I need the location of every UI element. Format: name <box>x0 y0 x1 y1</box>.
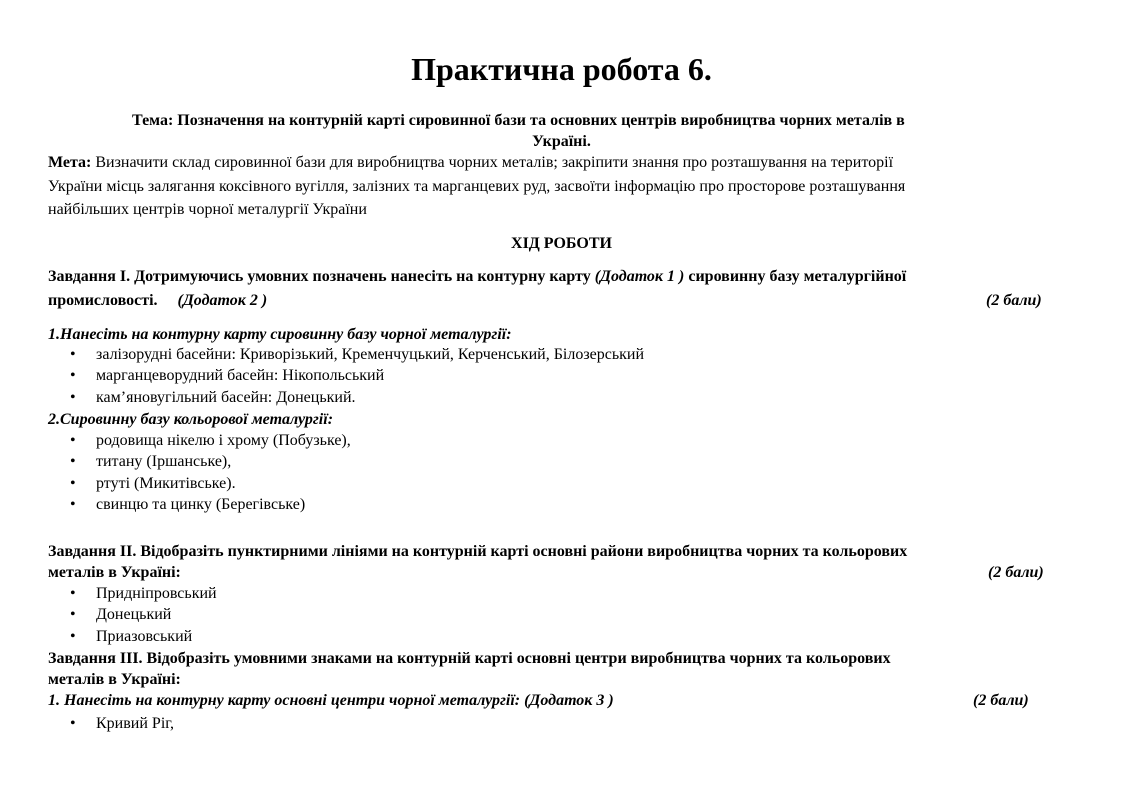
goal-line-2: України місць залягання коксівного вугілля, залізних та марганцевих руд, засвоїти інформацію про просторове розташування <box>48 178 906 195</box>
progress-heading <box>0 234 1123 253</box>
task3-line-1 <box>48 649 891 668</box>
task2-points: (2 бали) <box>988 564 1044 581</box>
list-item: • кам’яновугільний басейн: Донецький. <box>70 387 644 408</box>
task2-line-1 <box>48 542 907 561</box>
page-title: Практична робота 6. <box>411 51 712 87</box>
theme-line-1 <box>132 111 905 130</box>
progress-heading-text: ХІД РОБОТИ <box>511 235 612 252</box>
list-item: • титану (Іршанське), <box>70 451 351 472</box>
list-item: • Приазовський <box>70 626 217 647</box>
task1-sub2-heading: 2.Сировинну базу кольорової металургії: <box>48 411 334 428</box>
task3-text-1: Завдання ІІІ. Відобразіть умовними знаками на контурній карті основні центри виробництва чорних та кольорових <box>48 650 891 667</box>
task1-text-a: Завдання І. Дотримуючись умовних позначень нанесіть на контурну карту <box>48 268 591 285</box>
task3-points: (2 бали) <box>973 692 1029 709</box>
task2-list <box>70 583 217 647</box>
task1-line-1 <box>48 267 906 286</box>
list-item: • залізорудні басейни: Криворізький, Кременчуцький, Керченський, Білозерський <box>70 344 644 365</box>
task2-line-2 <box>48 563 181 582</box>
list-item: • марганцеворудний басейн: Нікопольський <box>70 365 644 386</box>
theme-label: Тема: <box>132 112 174 129</box>
theme-text-1: Позначення на контурній карті сировинної бази та основних центрів виробництва чорних металів в <box>177 112 905 129</box>
task2-text-1: Завдання ІІ. Відобразіть пунктирними лініями на контурній карті основні райони виробництва чорних та кольорових <box>48 543 908 560</box>
list-item: • ртуті (Микитівське). <box>70 473 351 494</box>
task3-line-2 <box>48 670 181 689</box>
list-item: • Кривий Ріг, <box>70 713 174 734</box>
task1-text-2a: промисловості. <box>48 292 158 309</box>
task1-appendix-1: (Додаток 1 ) <box>594 268 685 285</box>
goal-line-3: найбільших центрів чорної металургії України <box>48 201 367 218</box>
goal-text-1: Визначити склад сировинної бази для виробництва чорних металів; закріпити знання про розташування на території <box>95 154 894 171</box>
list-item: • Придніпровський <box>70 583 217 604</box>
task2-text-2: металів в Україні: <box>48 564 181 581</box>
task1-sub2-list <box>70 430 351 515</box>
theme-line-2 <box>0 132 1123 151</box>
task1-text-c: сировинну базу металургійної <box>688 268 907 285</box>
goal-line-1 <box>48 153 893 172</box>
task1-appendix-2: (Додаток 2 ) <box>177 292 268 309</box>
theme-text-2: Україні. <box>532 133 591 150</box>
task1-line-2 <box>48 291 267 310</box>
task3-text-2: металів в Україні: <box>48 671 181 688</box>
list-item: • родовища нікелю і хрому (Побузьке), <box>70 430 351 451</box>
list-item: • Донецький <box>70 604 217 625</box>
task3-list <box>70 713 174 734</box>
goal-label: Мета: <box>48 154 92 171</box>
task1-points: (2 бали) <box>986 292 1042 309</box>
task1-sub1-heading: 1.Нанесіть на контурну карту сировинну базу чорної металургії: <box>48 326 512 343</box>
task3-sub1-heading: 1. Нанесіть на контурну карту основні центри чорної металургії: (Додаток 3 ) <box>48 692 614 709</box>
list-item: • свинцю та цинку (Берегівське) <box>70 494 351 515</box>
task1-sub1-list <box>70 344 644 408</box>
